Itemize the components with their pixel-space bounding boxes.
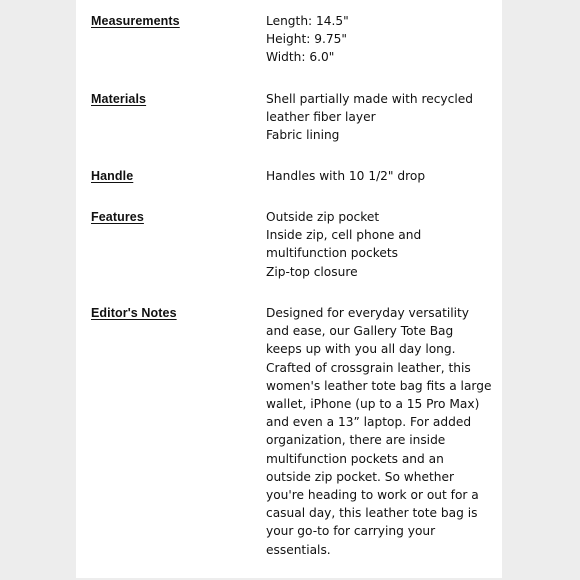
spec-label-handle: Handle	[91, 169, 134, 183]
spec-value-line: Inside zip, cell phone and	[266, 228, 422, 243]
spec-value-handle	[266, 167, 498, 185]
spec-value-line: and ease, our Gallery Tote Bag	[266, 324, 454, 339]
spec-value-line: Crafted of crossgrain leather, this	[266, 360, 471, 375]
spec-value-line: leather fiber layer	[266, 110, 376, 125]
spec-value-line: casual day, this leather tote bag is	[266, 506, 478, 521]
spec-value-materials	[266, 90, 498, 145]
spec-value-measurements	[266, 12, 498, 67]
spec-value-line: outside zip pocket. So whether	[266, 469, 455, 484]
spec-value-line: Outside zip pocket	[266, 210, 380, 224]
spec-value-line: keeps up with you all day long.	[266, 342, 456, 357]
spec-value-line: multifunction pockets	[266, 246, 398, 261]
spec-value-line: Designed for everyday versatility	[266, 306, 470, 320]
spec-value-line: and even a 13” laptop. For added	[266, 415, 472, 430]
spec-value-line: multifunction pockets and an	[266, 451, 444, 466]
spec-value-line: women's leather tote bag fits a large	[266, 378, 492, 393]
spec-label-materials: Materials	[91, 92, 147, 106]
spec-label-features: Features	[91, 210, 144, 224]
spec-value-features	[266, 208, 498, 281]
spec-value-line: Handles with 10 1/2" drop	[266, 169, 426, 183]
spec-value-line: wallet, iPhone (up to a 15 Pro Max)	[266, 397, 480, 412]
spec-label-editors-notes: Editor's Notes	[91, 306, 177, 320]
spec-value-line: Fabric lining	[266, 128, 340, 143]
spec-value-line: essentials.	[266, 542, 331, 557]
spec-value-editors-notes	[266, 304, 498, 559]
spec-value-line: your go-to for carrying your	[266, 524, 436, 539]
spec-value-line: Shell partially made with recycled	[266, 92, 473, 106]
spec-value-line: Length: 14.5"	[266, 14, 349, 28]
spec-value-line: organization, there are inside	[266, 433, 446, 448]
spec-value-line: Zip-top closure	[266, 264, 358, 279]
spec-value-line: you're heading to work or out for a	[266, 488, 479, 503]
spec-label-measurements: Measurements	[91, 14, 180, 28]
spec-value-line: Width: 6.0"	[266, 50, 335, 65]
spec-value-line: Height: 9.75"	[266, 32, 348, 47]
